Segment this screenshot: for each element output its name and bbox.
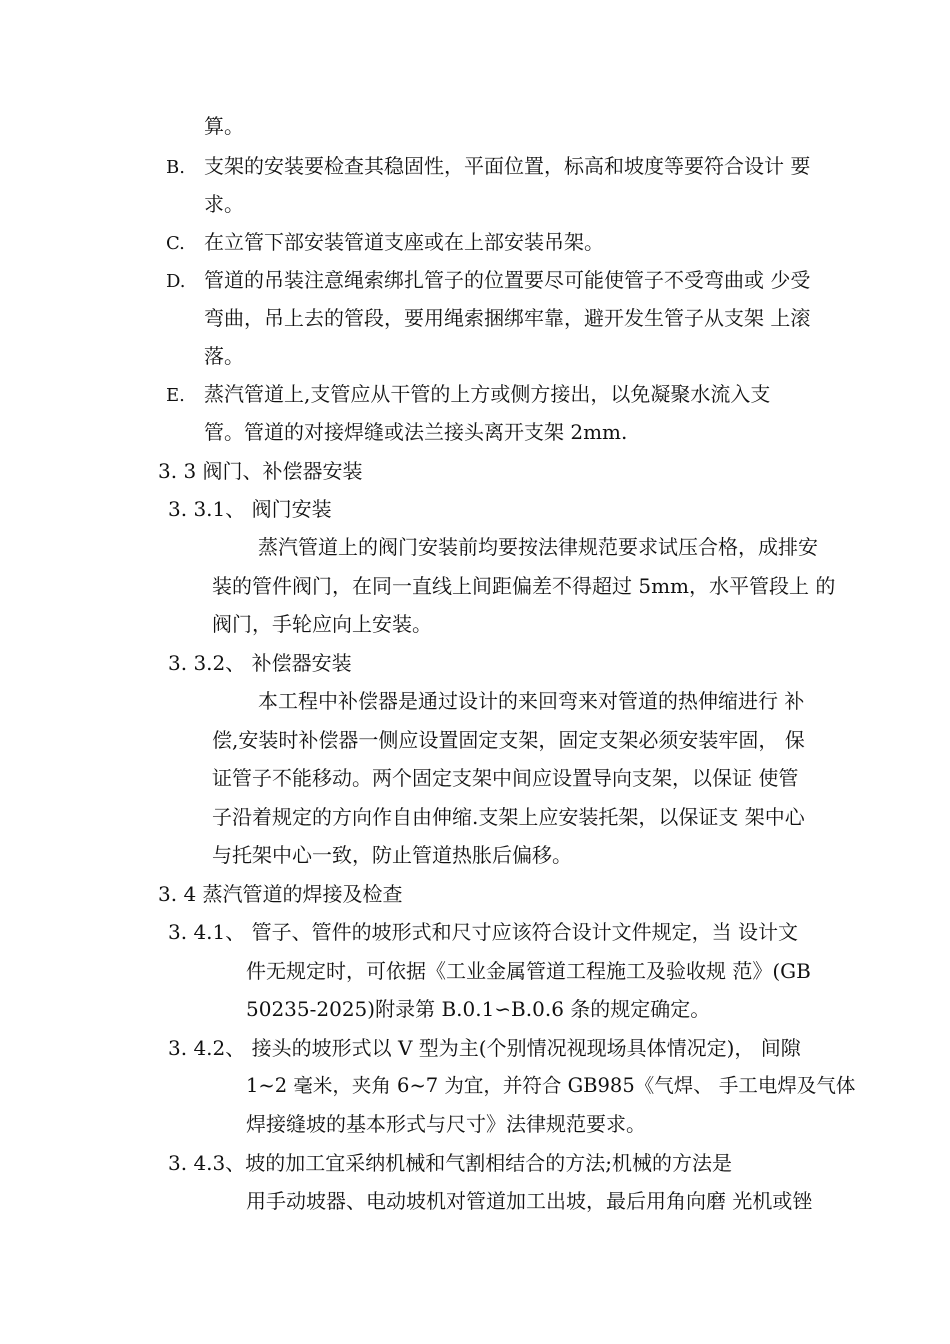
subsection-3-4-3-line-1: 3. 4.3、坡的加工宜采纳机械和气割相结合的方法;机械的方法是 bbox=[168, 1151, 732, 1175]
list-item-d-line-2: 弯曲，吊上去的管段，要用绳索捆绑牢靠，避开发生管子从支架 上滚 bbox=[204, 306, 811, 330]
paragraph-line: 阀门，手轮应向上安装。 bbox=[212, 612, 432, 636]
paragraph-line: 用手动坡器、电动坡机对管道加工出坡，最后用角向磨 光机或锉 bbox=[246, 1189, 813, 1213]
list-letter-e: E. bbox=[166, 385, 185, 406]
list-letter-d: D. bbox=[166, 271, 186, 292]
paragraph-line: 与托架中心一致，防止管道热胀后偏移。 bbox=[212, 843, 572, 867]
subsection-3-4-1-line-1: 3. 4.1、 管子、管件的坡形式和尺寸应该符合设计文件规定，当 设计文 bbox=[168, 920, 798, 944]
paragraph-line: 本工程中补偿器是通过设计的来回弯来对管道的热伸缩进行 补 bbox=[258, 689, 805, 713]
paragraph-line: 1~2 毫米，夹角 6~7 为宜，并符合 GB985《气焊、 手工电焊及气体 bbox=[246, 1074, 856, 1097]
list-item-d-line-3: 落。 bbox=[204, 344, 244, 368]
list-item-b-line-1: 支架的安装要检查其稳固性，平面位置，标高和坡度等要符合设计 要 bbox=[204, 154, 811, 178]
paragraph-line: 蒸汽管道上的阀门安装前均要按法律规范要求试压合格，成排安 bbox=[258, 535, 818, 559]
section-heading-3-4: 3. 4 蒸汽管道的焊接及检查 bbox=[158, 882, 403, 906]
list-item-b-line-2: 求。 bbox=[204, 192, 244, 216]
subsection-heading-3-3-2: 3. 3.2、 补偿器安装 bbox=[168, 651, 352, 675]
paragraph-line: 证管子不能移动。两个固定支架中间应设置导向支架，以保证 使管 bbox=[212, 766, 799, 790]
paragraph-line: 装的管件阀门，在同一直线上间距偏差不得超过 5mm，水平管段上 的 bbox=[212, 574, 836, 598]
paragraph-line: 偿,安装时补偿器一侧应设置固定支架，固定支架必须安装牢固， 保 bbox=[212, 728, 805, 752]
subsection-heading-3-3-1: 3. 3.1、 阀门安装 bbox=[168, 497, 332, 521]
section-heading-3-3: 3. 3 阀门、补偿器安装 bbox=[158, 459, 363, 483]
paragraph-line: 子沿着规定的方向作自由伸缩.支架上应安装托架，以保证支 架中心 bbox=[212, 805, 805, 829]
subsection-3-4-2-line-1: 3. 4.2、 接头的坡形式以 V 型为主(个别情况视现场具体情况定)， 间隙 bbox=[168, 1036, 801, 1060]
paragraph-line: 件无规定时，可依据《工业金属管道工程施工及验收规 范》(GB bbox=[246, 959, 811, 983]
list-item-c-line-1: 在立管下部安装管道支座或在上部安装吊架。 bbox=[204, 230, 604, 254]
paragraph-line: 50235-2025)附录第 B.0.1∽B.0.6 条的规定确定。 bbox=[246, 997, 711, 1021]
paragraph-line: 焊接缝坡的基本形式与尺寸》法律规范要求。 bbox=[246, 1112, 646, 1136]
list-letter-c: C. bbox=[166, 233, 185, 254]
text-line: 算。 bbox=[204, 114, 244, 138]
list-item-d-line-1: 管道的吊装注意绳索绑扎管子的位置要尽可能使管子不受弯曲或 少受 bbox=[204, 268, 811, 292]
list-item-e-line-1: 蒸汽管道上,支管应从干管的上方或侧方接出，以免凝聚水流入支 bbox=[204, 382, 771, 406]
list-item-e-line-2: 管。管道的对接焊缝或法兰接头离开支架 2mm. bbox=[204, 420, 628, 444]
list-letter-b: B. bbox=[166, 157, 185, 178]
